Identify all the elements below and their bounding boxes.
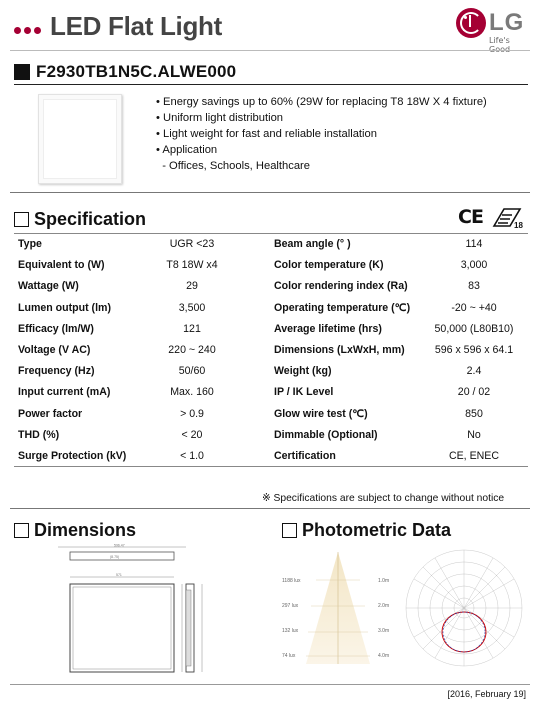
model-heading <box>14 62 236 82</box>
spec-gap <box>252 297 270 318</box>
enec-mark-icon <box>490 206 524 230</box>
spec-key: Operating temperature (℃) <box>274 301 411 314</box>
spec-value: < 20 <box>181 428 203 441</box>
spec-value: 220 ~ 240 <box>168 344 216 357</box>
spec-value: -20 ~ +40 <box>451 301 497 314</box>
checkbox-square-icon <box>282 523 297 538</box>
spec-key: Lumen output (lm) <box>18 301 111 314</box>
spec-value: 83 <box>468 280 480 293</box>
photometric-heading <box>282 520 451 541</box>
spec-row <box>14 382 528 403</box>
spec-value: 121 <box>183 322 201 335</box>
dimensions-title: Dimensions <box>34 520 137 540</box>
spec-gap <box>252 445 270 466</box>
lux-label: 74 lux <box>282 653 296 659</box>
spec-value: 2.4 <box>466 365 482 378</box>
brand-name: LG <box>489 9 525 36</box>
spec-value: Max. 160 <box>170 386 214 399</box>
spec-value: > 0.9 <box>180 407 204 420</box>
spec-row <box>14 361 528 382</box>
spec-key: Weight (kg) <box>274 365 332 378</box>
spec-gap <box>252 361 270 382</box>
spec-row <box>14 255 528 276</box>
spec-key: Color temperature (K) <box>274 259 384 272</box>
svg-text:18: 18 <box>514 221 523 230</box>
section-divider <box>10 508 530 509</box>
spec-row <box>14 276 528 297</box>
spec-key: Equivalent to (W) <box>18 259 105 272</box>
ce-mark-icon: CE <box>458 206 483 228</box>
spec-value: < 1.0 <box>132 445 252 466</box>
lux-label: 132 lux <box>282 628 299 634</box>
footer-divider <box>10 684 530 685</box>
spec-value: No <box>467 428 481 441</box>
feature-item: • Uniform light distribution <box>156 112 284 124</box>
brand-tagline: Life's <box>489 36 510 45</box>
product-image <box>38 94 122 184</box>
distance-label: 3.0m <box>378 628 390 634</box>
specification-title: Specification <box>34 209 147 229</box>
photometric-title: Photometric Data <box>302 520 452 540</box>
spec-value: 596 x 596 x 64.1 <box>434 344 514 357</box>
spec-key: Average lifetime (hrs) <box>274 322 382 335</box>
spec-key: THD (%) <box>18 428 60 441</box>
spec-gap <box>252 424 270 445</box>
feature-item: • Energy savings up to 60% (29W for replacing T8 18W X 4 fixture) <box>156 96 487 108</box>
checkbox-square-icon <box>14 523 29 538</box>
section-divider <box>10 192 530 193</box>
spec-gap <box>252 276 270 297</box>
spec-value: 114 <box>420 234 528 255</box>
spec-key: Surge Protection (kV) <box>14 445 132 466</box>
title-dots-icon <box>14 27 41 34</box>
lux-label: 297 lux <box>282 603 299 609</box>
spec-value: UGR <23 <box>132 234 252 255</box>
certification-marks <box>458 206 528 232</box>
dimension-drawing <box>18 544 258 674</box>
spec-gap <box>252 339 270 360</box>
spec-key: Color rendering index (Ra) <box>274 280 408 293</box>
spec-key: Dimmable (Optional) <box>274 428 378 441</box>
spec-gap <box>252 403 270 424</box>
spec-value: CE, ENEC <box>420 445 528 466</box>
dimension-label: (8.75) <box>110 555 120 559</box>
spec-row <box>14 339 528 360</box>
document-date: [2016, February 19] <box>447 689 526 699</box>
feature-item: • Light weight for fast and reliable installation <box>156 128 377 140</box>
spec-value: 3,000 <box>460 259 488 272</box>
header-divider <box>10 50 530 51</box>
spec-key: Certification <box>270 445 420 466</box>
specification-table <box>14 233 528 467</box>
spec-row <box>14 424 528 445</box>
dimension-label: 596.47 <box>114 544 125 548</box>
spec-key: Dimensions (LxWxH, mm) <box>274 344 405 357</box>
model-square-icon <box>14 64 30 80</box>
spec-gap <box>252 255 270 276</box>
photometric-drawing <box>276 544 532 674</box>
lg-logo <box>456 8 530 46</box>
feature-item: • Application <box>156 144 218 156</box>
spec-key: Power factor <box>18 407 83 420</box>
page-title: LED Flat Light <box>50 11 222 41</box>
spec-row <box>14 234 528 255</box>
spec-value: 850 <box>465 407 483 420</box>
distance-label: 1.0m <box>378 578 390 584</box>
spec-note: ※ Specifications are subject to change without notice <box>262 493 505 504</box>
spec-key: Beam angle (° ) <box>270 234 420 255</box>
spec-gap <box>252 382 270 403</box>
specification-heading <box>14 209 146 230</box>
spec-row <box>14 297 528 318</box>
distance-label: 4.0m <box>378 653 390 659</box>
spec-key: Efficacy (lm/W) <box>18 322 94 335</box>
spec-gap <box>252 234 270 255</box>
spec-value: 50,000 (L80B10) <box>434 322 514 335</box>
spec-key: Voltage (V AC) <box>18 344 91 357</box>
spec-gap <box>252 318 270 339</box>
spec-key: Type <box>14 234 132 255</box>
lux-label: 1188 lux <box>282 578 301 584</box>
model-divider <box>14 84 528 85</box>
dimensions-heading <box>14 520 136 541</box>
dimension-label: 571 <box>116 573 122 577</box>
model-name: F2930TB1N5C.ALWE000 <box>36 62 237 81</box>
lg-face-icon <box>456 8 486 38</box>
header <box>0 0 540 48</box>
spec-value: 29 <box>186 280 198 293</box>
spec-row <box>14 318 528 339</box>
spec-key: Frequency (Hz) <box>18 365 95 378</box>
feature-item: - Offices, Schools, Healthcare <box>156 160 310 172</box>
spec-key: Input current (mA) <box>18 386 111 399</box>
feature-list <box>156 94 487 174</box>
checkbox-square-icon <box>14 212 29 227</box>
spec-value: 20 / 02 <box>457 386 491 399</box>
spec-value: T8 18W x4 <box>166 259 218 272</box>
spec-value: 50/60 <box>178 365 206 378</box>
spec-key: IP / IK Level <box>274 386 334 399</box>
spec-key: Wattage (W) <box>18 280 79 293</box>
distance-label: 2.0m <box>378 603 390 609</box>
spec-value: 3,500 <box>178 301 206 314</box>
spec-key: Glow wire test (℃) <box>274 407 368 420</box>
spec-row <box>14 403 528 424</box>
spec-row <box>14 445 528 466</box>
